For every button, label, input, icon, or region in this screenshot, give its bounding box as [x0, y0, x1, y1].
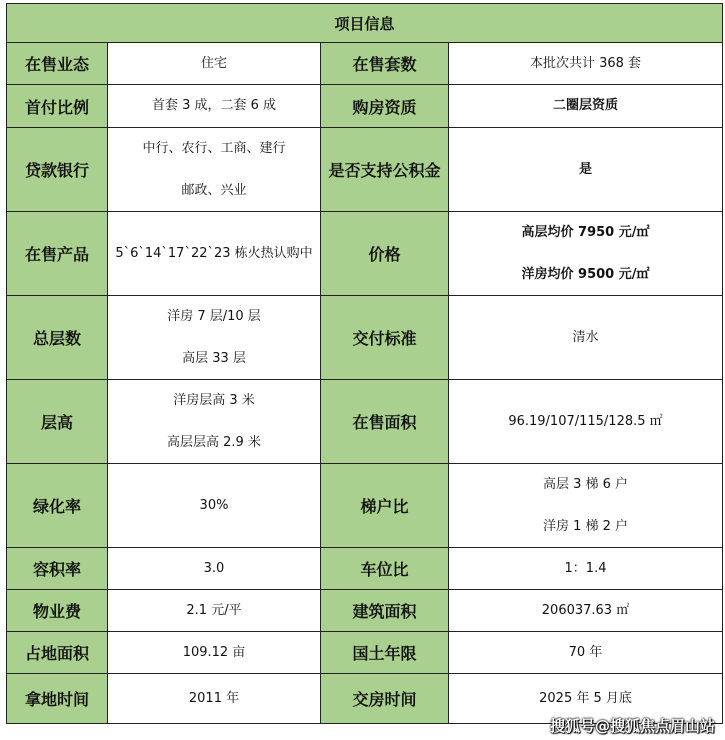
label-products: 在售产品 — [7, 212, 108, 296]
label-land-area: 占地面积 — [7, 632, 108, 674]
value-sale-area: 96.19/107/115/128.5 ㎡ — [449, 380, 723, 464]
value-building-area: 206037.63 ㎡ — [449, 590, 723, 632]
table-row — [7, 43, 723, 85]
label-purchase-eligibility: 购房资质 — [321, 85, 449, 128]
value-total-floors: 洋房 7 层/10 层 高层 33 层 — [108, 296, 321, 380]
value-elevator-ratio: 高层 3 梯 6 户 洋房 1 梯 2 户 — [449, 464, 723, 548]
label-land-tenure: 国土年限 — [321, 632, 449, 674]
value-floor-height: 洋房层高 3 米 高层层高 2.9 米 — [108, 380, 321, 464]
label-plot-ratio: 容积率 — [7, 548, 108, 590]
value-delivery-time: 2025 年 5 月底 — [449, 674, 723, 724]
value-products: 5`6`14`17`22`23 栋火热认购中 — [108, 212, 321, 296]
label-elevator-ratio: 梯户比 — [321, 464, 449, 548]
label-loan-banks: 贷款银行 — [7, 128, 108, 212]
table-row — [7, 85, 723, 128]
label-delivery-standard: 交付标准 — [321, 296, 449, 380]
label-floor-height: 层高 — [7, 380, 108, 464]
label-provident-fund: 是否支持公积金 — [321, 128, 449, 212]
value-green-rate: 30% — [108, 464, 321, 548]
label-property-fee: 物业费 — [7, 590, 108, 632]
label-sale-type: 在售业态 — [7, 43, 108, 85]
label-price: 价格 — [321, 212, 449, 296]
value-price: 高层均价 7950 元/㎡ 洋房均价 9500 元/㎡ — [449, 212, 723, 296]
label-parking-ratio: 车位比 — [321, 548, 449, 590]
label-total-floors: 总层数 — [7, 296, 108, 380]
table-row — [7, 590, 723, 632]
table-row — [7, 632, 723, 674]
value-property-fee: 2.1 元/平 — [108, 590, 321, 632]
table-row — [7, 128, 723, 212]
value-parking-ratio: 1：1.4 — [449, 548, 723, 590]
value-purchase-eligibility: 二圈层资质 — [449, 85, 723, 128]
table-row — [7, 380, 723, 464]
table-row — [7, 548, 723, 590]
value-down-payment: 首套 3 成，二套 6 成 — [108, 85, 321, 128]
label-delivery-time: 交房时间 — [321, 674, 449, 724]
project-info-table — [6, 3, 723, 724]
label-green-rate: 绿化率 — [7, 464, 108, 548]
label-down-payment: 首付比例 — [7, 85, 108, 128]
value-sale-type: 住宅 — [108, 43, 321, 85]
value-land-acquired: 2011 年 — [108, 674, 321, 724]
value-plot-ratio: 3.0 — [108, 548, 321, 590]
value-land-tenure: 70 年 — [449, 632, 723, 674]
label-land-acquired: 拿地时间 — [7, 674, 108, 724]
value-loan-banks: 中行、农行、工商、建行 邮政、兴业 — [108, 128, 321, 212]
table-title: 项目信息 — [7, 4, 723, 43]
table-row — [7, 212, 723, 296]
value-land-area: 109.12 亩 — [108, 632, 321, 674]
label-units-for-sale: 在售套数 — [321, 43, 449, 85]
value-provident-fund: 是 — [449, 128, 723, 212]
value-units-for-sale: 本批次共计 368 套 — [449, 43, 723, 85]
value-delivery-standard: 清水 — [449, 296, 723, 380]
label-sale-area: 在售面积 — [321, 380, 449, 464]
table-row — [7, 296, 723, 380]
watermark: 搜狐号@搜狐焦点眉山站 — [549, 717, 715, 735]
table-row — [7, 464, 723, 548]
label-building-area: 建筑面积 — [321, 590, 449, 632]
